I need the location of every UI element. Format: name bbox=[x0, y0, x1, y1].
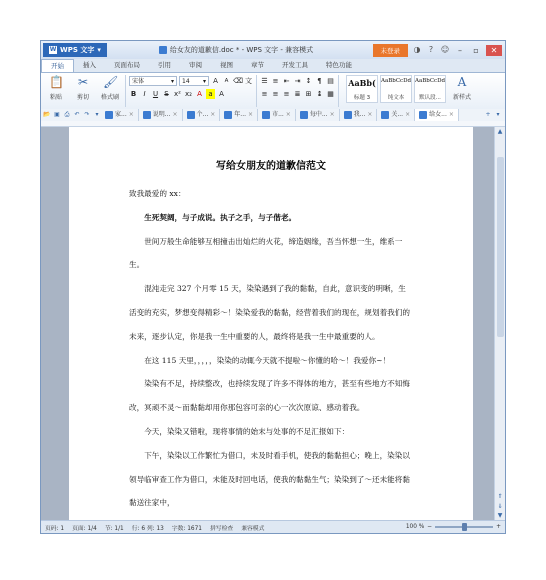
strikethrough-icon[interactable]: S bbox=[164, 90, 169, 98]
italic-icon[interactable]: I bbox=[143, 90, 146, 98]
chevron-down-icon: ▾ bbox=[202, 78, 206, 85]
sort-icon[interactable]: ↕ bbox=[305, 77, 312, 85]
tab-developer[interactable]: 开发工具 bbox=[282, 61, 308, 69]
paragraph-group bbox=[260, 76, 335, 99]
style-icon: A bbox=[457, 75, 467, 89]
scissors-icon: ✂ bbox=[77, 75, 89, 89]
doc-tab[interactable]: 我... × bbox=[340, 109, 378, 121]
login-button[interactable]: 未登录 bbox=[373, 44, 409, 57]
open-icon[interactable]: 📂 bbox=[43, 111, 51, 118]
line-spacing-icon[interactable]: ↨ bbox=[316, 90, 323, 98]
zoom-value: 100 % bbox=[405, 524, 425, 530]
zoom-slider[interactable] bbox=[435, 526, 493, 528]
document-icon bbox=[187, 111, 195, 119]
highlight-icon[interactable]: a bbox=[206, 89, 215, 99]
scroll-up-icon[interactable]: ▲ bbox=[497, 128, 503, 135]
shrink-font-icon[interactable]: A bbox=[224, 78, 229, 84]
chevron-down-icon: ▾ bbox=[97, 46, 101, 54]
document-paragraph: 今天，染染又错啦，现将事情的始末与处事的不足汇报如下： bbox=[144, 426, 350, 436]
status-bar bbox=[41, 520, 505, 533]
paste-button[interactable]: 📋 粘贴 bbox=[49, 75, 64, 101]
document-page[interactable] bbox=[69, 127, 473, 521]
close-icon[interactable]: × bbox=[248, 111, 254, 118]
wps-logo-icon: W bbox=[49, 46, 57, 53]
font-size-select[interactable]: 14 ▾ bbox=[179, 76, 209, 86]
save-icon[interactable]: ▣ bbox=[54, 111, 60, 118]
underline-icon[interactable]: U bbox=[152, 90, 159, 98]
status-row-col: 行: 6 列: 13 bbox=[131, 525, 164, 532]
brush-icon: 🖌 bbox=[103, 75, 119, 89]
font-group bbox=[129, 76, 253, 99]
document-paragraph: 染染有不足，持续整改，也持续发现了许多不得体的地方，甚至有些地方不知悔改，冥顽不灵～而黏黏却用你那包容可亲的心一次次原谅、感动着我。 bbox=[129, 379, 410, 413]
format-painter-button[interactable]: 🖌 格式刷 bbox=[100, 75, 119, 101]
style-default-paragraph[interactable]: AaBbCcDd 默认段... bbox=[414, 75, 446, 103]
justify-icon[interactable]: ≣ bbox=[294, 90, 301, 98]
prev-page-icon[interactable]: ⇑ bbox=[497, 493, 503, 500]
doc-tab[interactable]: 市... × bbox=[258, 109, 296, 121]
cut-button[interactable]: ✂ 剪切 bbox=[76, 75, 89, 101]
tab-insert[interactable]: 插入 bbox=[83, 61, 96, 69]
align-center-icon[interactable]: ≡ bbox=[272, 90, 279, 98]
scroll-thumb[interactable] bbox=[497, 157, 504, 337]
close-icon[interactable]: × bbox=[448, 111, 454, 118]
document-area bbox=[41, 127, 505, 521]
document-body[interactable] bbox=[129, 182, 413, 515]
document-icon bbox=[143, 111, 151, 119]
zoom-out-icon[interactable]: − bbox=[427, 524, 433, 530]
document-icon bbox=[419, 111, 427, 119]
superscript-icon[interactable]: x² bbox=[174, 90, 181, 98]
document-paragraph: 生死契阔，与子成说。执子之手，与子偕老。 bbox=[144, 212, 297, 222]
tab-view[interactable]: 视图 bbox=[220, 61, 233, 69]
tab-page-layout[interactable]: 页面布局 bbox=[114, 61, 140, 69]
tab-list-icon[interactable]: ▾ bbox=[496, 111, 500, 118]
doc-tab[interactable]: 个... × bbox=[183, 109, 221, 121]
paragraph-icon[interactable]: ▤ bbox=[327, 77, 334, 85]
font-name-select[interactable]: 宋体 ▾ bbox=[129, 76, 177, 86]
close-icon[interactable]: × bbox=[285, 111, 291, 118]
numbering-icon[interactable]: ≡ bbox=[272, 77, 279, 85]
chevron-down-icon[interactable]: ▾ bbox=[95, 111, 99, 118]
style-plain-text[interactable]: AaBbCcDd 纯文本 bbox=[380, 75, 412, 103]
status-words[interactable]: 字数: 1671 bbox=[171, 525, 202, 532]
tab-section[interactable]: 章节 bbox=[251, 61, 264, 69]
window-title-text: 给女友的道歉信.doc * - WPS 文字 - 兼容模式 bbox=[169, 46, 314, 54]
redo-icon[interactable]: ↷ bbox=[84, 111, 90, 118]
document-paragraph: 世间万般生命能够互相撞击出灿烂的火花，缔造姻缘，吾当怀想一生，维系一生。 bbox=[129, 236, 403, 270]
title-bar bbox=[41, 41, 505, 60]
close-icon[interactable]: × bbox=[210, 111, 216, 118]
zoom-in-icon[interactable]: + bbox=[496, 524, 501, 530]
show-marks-icon[interactable]: ¶ bbox=[317, 77, 322, 85]
bold-icon[interactable]: B bbox=[130, 90, 137, 98]
zoom-knob[interactable] bbox=[462, 523, 467, 531]
document-icon bbox=[344, 111, 352, 119]
feedback-icon[interactable]: ☺ bbox=[440, 45, 450, 54]
scroll-down-icon[interactable]: ▼ bbox=[497, 512, 503, 519]
status-mode: 兼容模式 bbox=[241, 525, 265, 532]
doc-tab[interactable]: 家... × bbox=[101, 109, 139, 121]
document-icon bbox=[262, 111, 270, 119]
bullets-icon[interactable]: ☰ bbox=[261, 77, 268, 85]
document-icon bbox=[381, 111, 389, 119]
window-title bbox=[159, 45, 313, 55]
clear-format-icon[interactable]: ⌫ bbox=[233, 77, 243, 85]
wps-window bbox=[40, 40, 506, 534]
document-paragraph: 混沌走完 327 个月零 15 天，染染遇到了我的黏黏，自此，意识变的明晰，生活变的充实，梦想变得精彩～！染染爱我的黏黏，经营着我们的现在，规划着我们的未来，逐步认定，你是我一生中重要的人，最终将是我一生中最重要的人。 bbox=[129, 284, 410, 341]
align-right-icon[interactable]: ≡ bbox=[283, 90, 290, 98]
status-page: 页码: 1 bbox=[45, 525, 65, 532]
doc-tab-active[interactable]: 给女... × bbox=[415, 109, 459, 121]
font-color-icon[interactable]: A bbox=[197, 90, 202, 98]
next-page-icon[interactable]: ⇓ bbox=[497, 503, 503, 510]
document-paragraph: 在这 115 天里，，，，，染染的动辄今天就不提啦～你懂的哈～！我爱你~！ bbox=[144, 355, 391, 365]
document-paragraph: 致我最爱的 xx： bbox=[129, 189, 186, 198]
vertical-scrollbar[interactable] bbox=[494, 127, 505, 521]
maximize-button[interactable]: ▫ bbox=[473, 45, 479, 55]
increase-indent-icon[interactable]: ⇥ bbox=[294, 77, 301, 85]
close-icon[interactable]: × bbox=[128, 111, 134, 118]
close-icon[interactable]: × bbox=[329, 111, 335, 118]
doc-tab[interactable]: 年... × bbox=[220, 109, 258, 121]
new-style-button[interactable]: A 新样式 bbox=[452, 75, 471, 101]
document-icon bbox=[224, 111, 232, 119]
clipboard-icon: 📋 bbox=[49, 75, 64, 89]
undo-icon[interactable]: ↶ bbox=[74, 111, 80, 118]
document-icon bbox=[105, 111, 113, 119]
tab-references[interactable]: 引用 bbox=[158, 61, 171, 69]
style-gallery bbox=[346, 75, 446, 103]
app-menu-button[interactable] bbox=[43, 43, 107, 57]
close-icon[interactable]: × bbox=[367, 111, 373, 118]
skin-icon[interactable]: ◑ bbox=[413, 45, 421, 54]
char-shading-icon[interactable]: A bbox=[219, 90, 224, 98]
distributed-icon[interactable]: ⊞ bbox=[305, 90, 312, 98]
minimize-button[interactable]: – bbox=[458, 45, 462, 55]
tab-features[interactable]: 特色功能 bbox=[326, 61, 352, 69]
pinyin-icon[interactable]: 文 bbox=[245, 77, 252, 85]
chevron-down-icon: ▾ bbox=[170, 78, 174, 85]
close-button[interactable]: ✕ bbox=[486, 45, 502, 56]
ribbon bbox=[41, 72, 505, 110]
style-heading-3[interactable]: AaBb( 标题 3 bbox=[346, 75, 378, 103]
document-icon bbox=[300, 111, 308, 119]
document-icon bbox=[159, 46, 167, 54]
align-left-icon[interactable]: ≡ bbox=[261, 90, 268, 98]
help-icon[interactable]: ? bbox=[428, 45, 434, 54]
doc-tab[interactable]: 关... × bbox=[377, 109, 415, 121]
doc-tab[interactable]: 说明... × bbox=[139, 109, 183, 121]
subscript-icon[interactable]: x₂ bbox=[185, 90, 192, 98]
document-title: 写给女朋友的道歉信范文 bbox=[216, 161, 326, 172]
grow-font-icon[interactable]: A bbox=[213, 77, 218, 85]
document-paragraph: 下午，染染以工作繁忙为借口，未及时看手机，使我的黏黏担心；晚上，染染以领导临审查工作为借口，未能及时回电话，使我的黏黏生气；染染到了～还未能将黏黏送往家中， bbox=[129, 450, 410, 508]
close-icon[interactable]: × bbox=[172, 111, 178, 118]
tab-review[interactable]: 审阅 bbox=[189, 61, 202, 69]
status-spell-check[interactable]: 拼写检查 bbox=[210, 525, 234, 532]
tab-home[interactable]: 开始 bbox=[41, 59, 74, 73]
status-pages: 页面: 1/4 bbox=[72, 525, 97, 532]
add-tab-icon[interactable]: + bbox=[485, 111, 491, 118]
close-icon[interactable]: × bbox=[405, 111, 411, 118]
decrease-indent-icon[interactable]: ⇤ bbox=[283, 77, 290, 85]
borders-icon[interactable]: ▦ bbox=[327, 90, 334, 98]
status-section: 节: 1/1 bbox=[104, 525, 124, 532]
print-icon[interactable]: ⎙ bbox=[64, 111, 70, 118]
menu-tabs bbox=[41, 59, 505, 72]
doc-tab[interactable]: 每中... × bbox=[296, 109, 340, 121]
zoom-control bbox=[406, 524, 505, 530]
app-name: WPS 文字 bbox=[60, 46, 95, 54]
